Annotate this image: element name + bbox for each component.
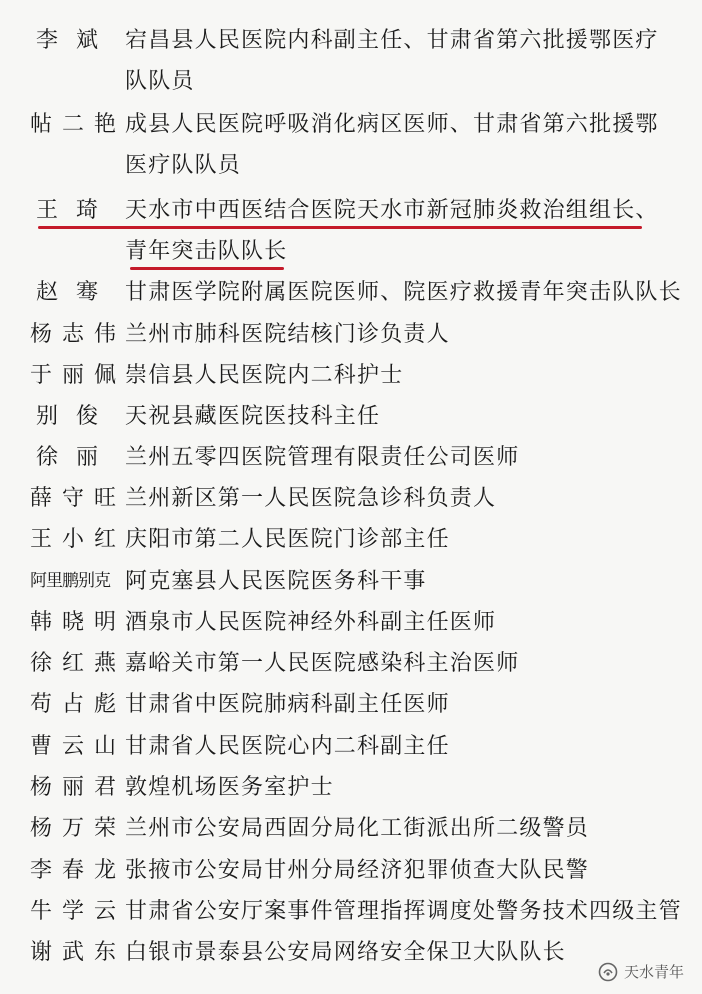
person-description — [125, 767, 665, 808]
person-name: 杨丽君 — [30, 775, 116, 800]
person-name: 谢武东 — [30, 940, 116, 965]
description-line: 张掖市公安局甘州分局经济犯罪侦查大队民警 — [125, 858, 590, 883]
person-description — [125, 726, 665, 767]
description-line: 宕昌县人民医院内科副主任、甘肃省第六批援鄂医疗 — [125, 28, 659, 53]
person-name: 帖二艳 — [30, 112, 116, 137]
description-line: 白银市景泰县公安局网络安全保卫大队队长 — [125, 940, 566, 965]
description-line: 青年突击队队长 — [125, 239, 288, 264]
description-line: 甘肃省人民医院心内二科副主任 — [125, 734, 450, 759]
person-description — [125, 272, 682, 313]
description-line: 兰州市公安局西固分局化工街派出所二级警员 — [125, 816, 590, 841]
description-line: 成县人民医院呼吸消化病区医师、甘肃省第六批援鄂 — [125, 112, 659, 137]
person-description — [125, 602, 665, 643]
description-line: 敦煌机场医务室护士 — [125, 775, 334, 800]
description-line: 嘉峪关市第一人民医院感染科主治医师 — [125, 651, 520, 676]
person-description — [125, 355, 665, 396]
person-name: 牛学云 — [30, 899, 116, 924]
person-description — [125, 891, 682, 932]
person-name: 阿里鹏别克 — [30, 571, 110, 591]
description-line: 甘肃医学院附属医院医师、院医疗救援青年突击队队长 — [125, 280, 682, 305]
description-line: 甘肃省中医院肺病科副主任医师 — [125, 692, 450, 717]
person-description — [125, 808, 665, 849]
description-line: 天祝县藏医院医技科主任 — [125, 404, 381, 429]
person-name: 徐 丽 — [36, 445, 98, 470]
person-name: 杨志伟 — [30, 322, 116, 347]
wechat-official-account-icon — [598, 962, 618, 982]
person-description — [125, 20, 665, 102]
person-name: 李春龙 — [30, 858, 116, 883]
person-description — [125, 561, 665, 602]
person-name: 王小红 — [30, 527, 116, 552]
watermark-text: 天水青年 — [623, 963, 684, 981]
person-description — [125, 104, 665, 186]
person-description — [125, 396, 665, 437]
person-name: 王 琦 — [36, 198, 98, 223]
person-description — [125, 519, 665, 560]
description-line: 庆阳市第二人民医院门诊部主任 — [125, 527, 450, 552]
person-description — [125, 314, 665, 355]
description-line: 兰州市肺科医院结核门诊负责人 — [125, 322, 450, 347]
description-line: 天水市中西医结合医院天水市新冠肺炎救治组组长、 — [125, 198, 659, 223]
person-name: 别 俊 — [36, 404, 98, 429]
description-line: 阿克塞县人民医院医务科干事 — [125, 569, 427, 594]
description-line: 兰州新区第一人民医院急诊科负责人 — [125, 486, 497, 511]
person-description — [125, 643, 665, 684]
person-description — [125, 478, 665, 519]
description-line: 崇信县人民医院内二科护士 — [125, 363, 404, 388]
person-description — [125, 850, 665, 891]
person-name: 苟占彪 — [30, 692, 116, 717]
person-description — [125, 684, 665, 725]
person-name: 杨万荣 — [30, 816, 116, 841]
person-description — [125, 437, 665, 478]
description-line: 队队员 — [125, 69, 195, 94]
highlight-underline — [38, 226, 642, 229]
watermark — [598, 961, 684, 982]
person-name: 韩晓明 — [30, 610, 116, 635]
person-name: 徐红燕 — [30, 651, 116, 676]
person-name: 曹云山 — [30, 734, 116, 759]
person-description — [125, 190, 665, 272]
description-line: 兰州五零四医院管理有限责任公司医师 — [125, 445, 520, 470]
person-name: 李 斌 — [36, 28, 98, 53]
person-name: 于丽佩 — [30, 363, 116, 388]
description-line: 酒泉市人民医院神经外科副主任医师 — [125, 610, 497, 635]
person-description — [125, 932, 665, 973]
person-name: 薛守旺 — [30, 486, 116, 511]
description-line: 甘肃省公安厅案事件管理指挥调度处警务技术四级主管 — [125, 899, 682, 924]
description-line: 医疗队队员 — [125, 153, 242, 178]
highlight-underline — [130, 267, 284, 270]
person-name: 赵 骞 — [36, 280, 98, 305]
